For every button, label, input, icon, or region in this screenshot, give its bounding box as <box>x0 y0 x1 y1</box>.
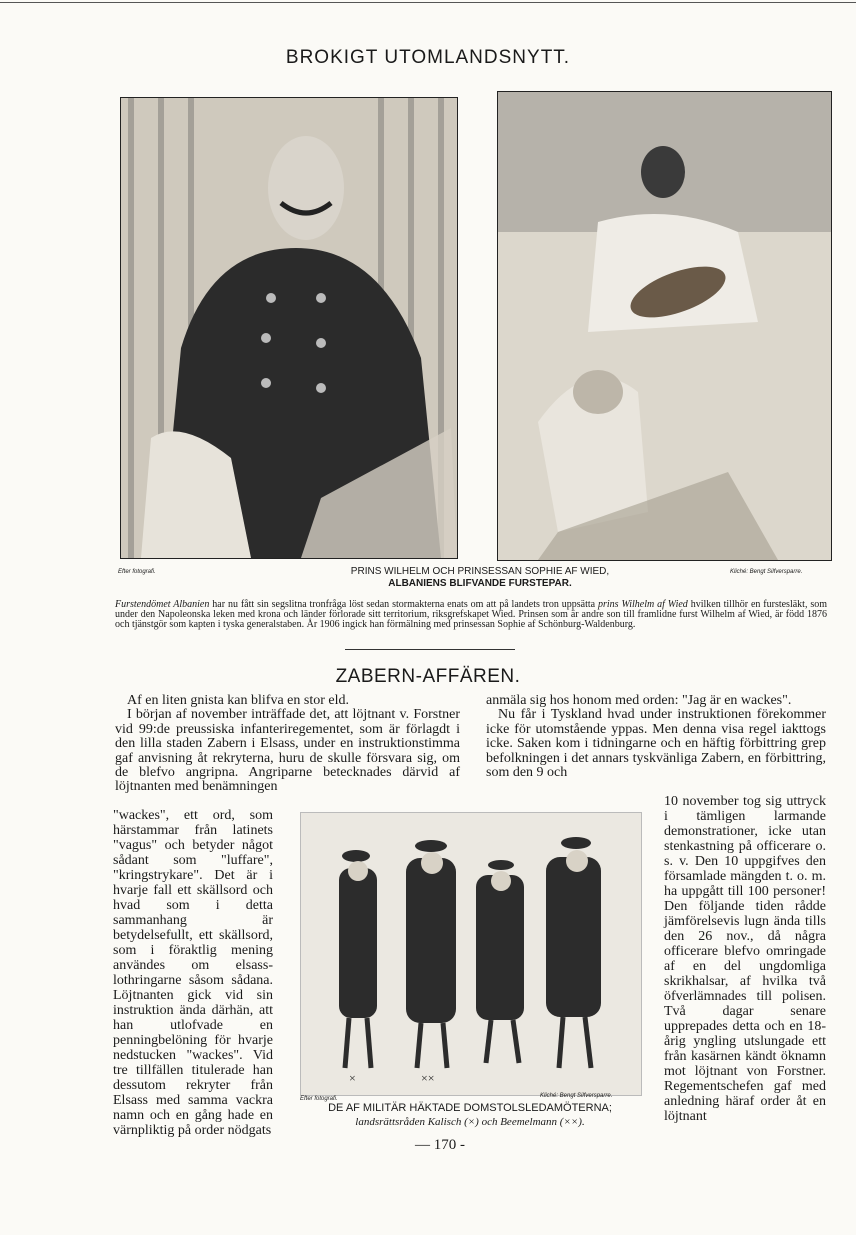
center-caption-line1: DE AF MILITÄR HÄKTADE DOMSTOLSLEDAMÖTERNA; <box>328 1102 612 1114</box>
albania-lead: Furstendömet Albanien <box>115 599 210 610</box>
right-paragraph-1: anmäla sig hos honom med orden: "Jag är en wackes". <box>486 693 792 708</box>
top-caption-line2: ALBANIENS BLIFVANDE FURSTEPAR. <box>388 578 572 589</box>
judges-photo <box>300 812 642 1096</box>
top-caption-line1: PRINS WILHELM OCH PRINSESSAN SOPHIE AF WIED, <box>350 566 610 577</box>
left-column-intro <box>115 694 460 795</box>
center-photo-credit-left: Efter fotografi. <box>300 1096 338 1102</box>
top-rule <box>0 2 856 3</box>
page-header: BROKIGT UTOMLANDSNYTT. <box>285 47 571 68</box>
right-paragraph-2: Nu får i Tyskland hvad under instruktionen förekommer icke för utomstående yppas. Men denna visa regel iakttogs icke. Saken kom i tidningarne och en häftig förbittring grep befolkningen i det annars tyskvänliga Zabern, en förbittring, som den 9 och <box>486 707 826 781</box>
mark-kalisch: × <box>349 1071 356 1085</box>
princess-with-guitar-image <box>498 92 831 560</box>
top-photo-caption <box>290 566 670 590</box>
mark-beemelmann: ×× <box>421 1071 435 1085</box>
princess-sophie-photo <box>497 91 832 561</box>
center-photo-credit-right: Kliché: Bengt Silfversparre. <box>540 1093 613 1099</box>
page-number: — 170 - <box>415 1137 465 1153</box>
prince-wilhelm-photo <box>120 97 458 559</box>
right-column-intro <box>486 694 826 780</box>
intro-paragraph-2: I början af november inträffade det, att löjtnant v. Forstner vid 99:de preussiska infanteriregementet, som är förlagdt i den lilla staden Zabern i Elsass, under en instruktionstimma gaf anvisning åt rekryterna, huru de skulle försvara sig, om de blefvo angripna. Angriparne betecknades därvid af löjtnanten med benämningen <box>115 707 460 795</box>
albania-text-part1: har nu fått sin segslitna tronfråga löst sedan stormakterna enats om att på landets tron uppsätta <box>209 599 598 610</box>
right-narrow-column: 10 november tog sig uttryck i tämligen larmande demonstrationer, icke utan stenkastning på officerare o. s. v. Den 10 uppgifves den församlade mängden t. o. m. ha uppgått till 100 personer! Den följande tiden rådde jämförelsevis lugn ända tills den 26 nov., då några officerare blefvo omringade af en del ungdomliga skrikhalsar, af hvilka två öfverlämnades till polisen. Två dagar senare upprepades detta och en 18-årig yngling utslungade ett från kasärnen kändt öknamn mot löjtnant von Forstner. Regementschefen gaf med anledning häraf order åt en löjtnant <box>664 794 826 1124</box>
prince-portrait-image <box>121 98 457 558</box>
albania-text-part2: hvilken tillhör en furstesläkt, som under den Napoleonska leken med krona och länder förlorade sitt territorium, riksgrefskapet Wied. Prinsen som är andre son till framlidne furst Wilhelm af Wied, är född 1876 och tjänstgör som kapten i tyska generalstaben. År 1906 ingick han förmälning med prinsessan Sophie af Schönburg-Waldenburg. <box>115 599 828 630</box>
albania-paragraph <box>115 600 827 630</box>
intro-paragraph-1: Af en liten gnista kan blifva en stor eld. <box>127 693 349 708</box>
center-caption-line2: landsrättsråden Kalisch (×) och Beemelmann (××). <box>355 1116 585 1128</box>
albania-prince-name: prins Wilhelm af Wied <box>598 599 688 610</box>
left-photo-credit: Efter fotografi. <box>118 569 156 575</box>
section-divider <box>345 649 515 650</box>
four-men-image <box>301 813 641 1095</box>
right-photo-credit: Kliché: Bengt Silfversparre. <box>730 569 803 575</box>
article-title: ZABERN-AFFÄREN. <box>335 666 521 687</box>
left-narrow-column: "wackes", ett ord, som härstammar från latinets "vagus" och betyder något sådant som "luffare", "kringstrykare". Det är i hvarje fall ett skällsord och hvad som i detta sammanhang är betydelsefullt, ett skällsord, som i föraktlig mening användes om elsass-lothringarne såsom sådana. Löjtnanten gick vid sin instruktion ända därhän, att han utlofvade en penningbelöning för hvarje nedstucken "wackes". Vid tre tillfällen titulerade han dessutom rekryter från Elsass med samma vackra namn och en gång hade en värnpliktig på order nödgats <box>113 808 273 1138</box>
